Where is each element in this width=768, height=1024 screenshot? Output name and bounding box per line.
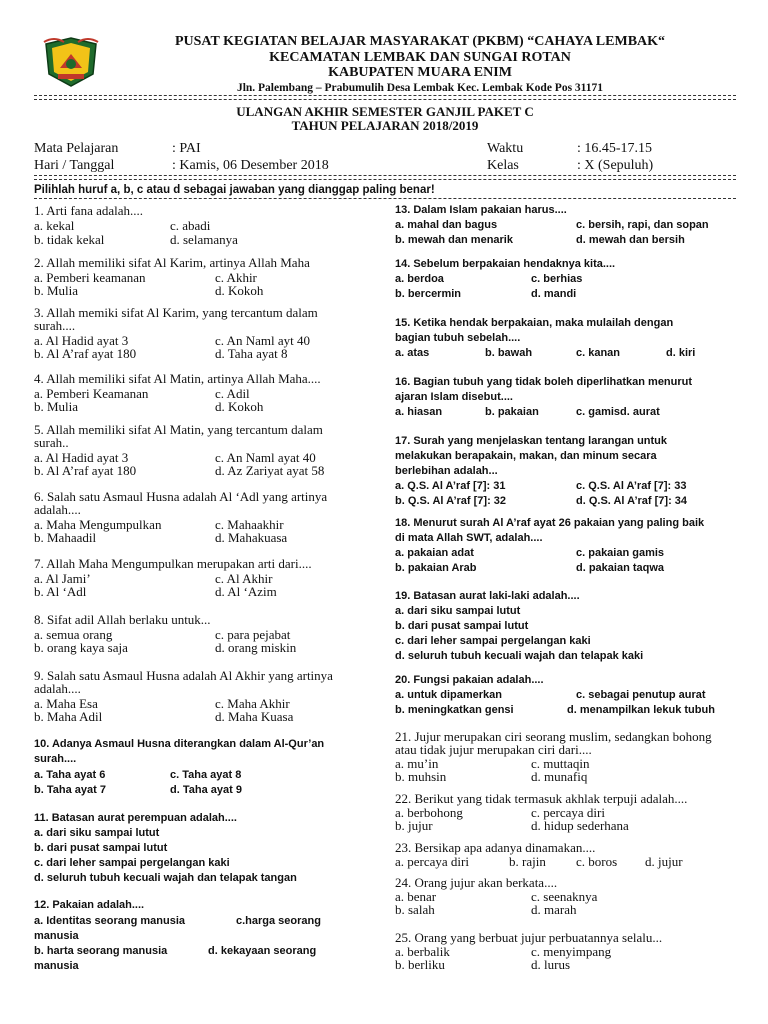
question-19 [395,589,740,664]
option-b: b. Mulia [34,283,79,298]
option-c: c. An Naml ayt 40 [215,333,310,348]
question-stem: 21. Jujur merupakan ciri seorang muslim, sedangkan bohong atau tidak jujur merupakan ciri dari.... [395,729,712,757]
option-a: a. mahal dan bagus [395,219,498,231]
option-b: b. dari pusat sampai lutut [34,842,168,854]
question-21 [395,730,740,782]
option-b: b. Q.S. Al A’raf [7]: 32 [395,495,507,507]
option-d: d. lurus [531,957,570,972]
option-d: d. kiri [666,347,696,359]
question-22 [395,792,740,831]
option-a: a. Pemberi Keamanan [34,386,149,401]
option-c: c. Mahaakhir [215,517,284,532]
question-10 [34,737,379,797]
option-d: d. mewah dan bersih [576,234,685,246]
question-stem: 13. Dalam Islam pakaian harus.... [395,204,567,216]
option-b: b. Maha Adil [34,709,103,724]
option-a: a. dari siku sampai lutut [395,605,521,617]
option-d: d. Kokoh [215,399,264,414]
question-stem: 2. Allah memiliki sifat Al Karim, artinya Allah Maha [34,255,310,270]
option-a: a. untuk dipamerkan [395,689,502,701]
option-a: a. berbalik [395,944,450,959]
option-a: a. mu’in [395,756,439,771]
option-d: d. selamanya [170,232,238,247]
question-stem: 11. Batasan aurat perempuan adalah.... [34,812,237,824]
option-a: a. Al Hadid ayat 3 [34,450,129,465]
question-4 [34,371,374,414]
question-stem: 4. Allah memiliki sifat Al Matin, artinya Allah Maha.... [34,371,321,386]
pkbm-logo-icon [40,34,102,90]
option-a: a. hiasan [395,406,443,418]
option-a: a. atas [395,347,430,359]
question-stem: 6. Salah satu Asmaul Husna adalah Al ‘Adl yang artinya adalah.... [34,489,328,517]
option-c: c. Taha ayat 8 [170,769,242,781]
option-c: c. abadi [170,218,211,233]
option-d: d. Q.S. Al A’raf [7]: 34 [576,495,688,507]
option-b: b. pakaian Arab [395,562,477,574]
option-d: d. munafiq [531,769,588,784]
class-label: Kelas [487,158,519,173]
question-stem: 23. Bersikap apa adanya dinamakan.... [395,840,596,855]
option-b: b. Mulia [34,399,79,414]
question-2 [34,255,374,298]
option-b: b. bercermin [395,288,462,300]
option-a: a. semua orang [34,627,113,642]
instruction: Pilihlah huruf a, b, c atau d sebagai jawaban yang dianggap paling benar! [34,184,435,196]
option-d: d. menampilkan lekuk tubuh [567,704,715,716]
option-b: b. mewah dan menarik [395,234,513,246]
option-d: d. Al ‘Azim [215,584,277,599]
option-b: b. dari pusat sampai lutut [395,620,529,632]
option-a: a. Al Jami’ [34,571,91,586]
option-d: d. Mahakuasa [215,530,288,545]
question-25 [395,931,740,970]
option-c: c. dari leher sampai pergelangan kaki [395,635,591,647]
question-16 [395,375,740,421]
option-d: d. Taha ayat 9 [170,784,242,796]
option-b: b. Taha ayat 7 [34,784,106,796]
address-line: Jln. Palembang – Prabumulih Desa Lembak Kec. Lembak Kode Pos 31171 [236,82,604,94]
option-c: c. menyimpang [531,944,612,959]
question-stem: 20. Fungsi pakaian adalah.... [395,674,544,686]
option-b: b. tidak kekal [34,232,105,247]
option-b: b. Al A’raf ayat 180 [34,463,137,478]
option-c: c. para pejabat [215,627,291,642]
question-8 [34,612,374,655]
option-c: c. berhias [531,273,583,285]
option-c: c.harga seorang [236,915,321,927]
option-b: b. berliku [395,957,445,972]
option-a: a. dari siku sampai lutut [34,827,160,839]
option-a: a. benar [395,889,437,904]
option-a-continued: manusia [34,930,79,942]
option-c: c. gamisd. aurat [576,406,660,418]
option-d: d. marah [531,902,577,917]
option-d: d. jujur [645,854,683,869]
question-7 [34,556,374,599]
option-a: a. percaya diri [395,854,469,869]
question-stem: 9. Salah satu Asmaul Husna adalah Al Akhir yang artinya adalah.... [34,668,333,696]
option-a: a. kekal [34,218,75,233]
question-23 [395,841,740,868]
option-c: c. sebagai penutup aurat [576,689,706,701]
question-20 [395,673,740,718]
question-15 [395,316,740,362]
option-b: b. Al ‘Adl [34,584,87,599]
question-6 [34,489,374,545]
option-d: d. orang miskin [215,640,297,655]
question-stem: 24. Orang jujur akan berkata.... [395,875,558,890]
question-stem: 1. Arti fana adalah.... [34,203,144,218]
option-b: b. orang kaya saja [34,640,128,655]
option-c: c. dari leher sampai pergelangan kaki [34,857,230,869]
question-stem: 3. Allah memiki sifat Al Karim, yang tercantum dalam surah.... [34,305,318,333]
option-c: c. Adil [215,386,250,401]
option-b: b. rajin [509,854,546,869]
option-b: b. meningkatkan gensi [395,704,514,716]
district-name: KECAMATAN LEMBAK DAN SUNGAI ROTAN [269,50,571,65]
question-13 [395,203,740,248]
option-c: c. kanan [576,347,621,359]
option-b: b. Al A’raf ayat 180 [34,346,137,361]
option-c: c. Maha Akhir [215,696,290,711]
option-d: d. seluruh tubuh kecuali wajah dan telapak kaki [395,650,644,662]
option-b-continued: manusia [34,960,79,972]
date-label: Hari / Tanggal [34,158,115,173]
header-divider [34,95,736,100]
option-c: c. bersih, rapi, dan sopan [576,219,709,231]
question-9 [34,668,374,724]
option-b: b. pakaian [485,406,539,418]
regency-name: KABUPATEN MUARA ENIM [328,65,512,80]
question-stem: 8. Sifat adil Allah berlaku untuk... [34,612,211,627]
subject-label: Mata Pelajaran [34,141,119,156]
option-c: c. Q.S. Al A’raf [7]: 33 [576,480,687,492]
question-stem: 19. Batasan aurat laki-laki adalah.... [395,590,580,602]
question-stem: 25. Orang yang berbuat jujur perbuatannya selalu... [395,930,663,945]
option-d: d. seluruh tubuh kecuali wajah dan telapak tangan [34,872,297,884]
option-d: d. pakaian taqwa [576,562,665,574]
option-a: a. Taha ayat 6 [34,769,106,781]
info-divider [34,175,736,180]
option-d: d. Az Zariyat ayat 58 [215,463,325,478]
option-a: a. Maha Esa [34,696,98,711]
option-c: c. Al Akhir [215,571,273,586]
option-a: a. berdoa [395,273,444,285]
option-c: c. percaya diri [531,805,605,820]
question-stem: 10. Adanya Asmaul Husna diterangkan dalam Al-Qur’an surah.... [34,738,325,765]
option-b: b. jujur [395,818,433,833]
date-value: : Kamis, 06 Desember 2018 [172,158,329,173]
option-a: a. berbohong [395,805,463,820]
instruction-divider [34,198,736,199]
question-18 [395,516,740,576]
question-stem: 14. Sebelum berpakaian hendaknya kita.... [395,258,616,270]
question-24 [395,876,740,915]
option-b: b. Mahaadil [34,530,97,545]
question-stem: 22. Berikut yang tidak termasuk akhlak terpuji adalah.... [395,791,688,806]
time-value: : 16.45-17.15 [577,141,653,156]
question-12 [34,898,379,973]
time-label: Waktu [487,141,524,156]
option-c: c. pakaian gamis [576,547,665,559]
option-a: a. pakaian adat [395,547,474,559]
question-3 [34,305,374,361]
question-stem: 15. Ketika hendak berpakaian, maka mulailah dengan bagian tubuh sebelah.... [395,317,674,344]
question-stem: 16. Bagian tubuh yang tidak boleh diperlihatkan menurut ajaran Islam disebut.... [395,376,693,403]
option-c: c. muttaqin [531,756,590,771]
question-stem: 17. Surah yang menjelaskan tentang larangan untuk melakukan berapakain, makan, dan minum secara berlebihan adalah... [395,435,668,477]
class-value: : X (Sepuluh) [577,158,654,173]
question-stem: 18. Menurut surah Al A’raf ayat 26 pakaian yang paling baik di mata Allah SWT, adalah.... [395,517,705,544]
option-d: d. Kokoh [215,283,264,298]
question-14 [395,257,740,302]
option-a: a. Q.S. Al A’raf [7]: 31 [395,480,506,492]
option-c: c. An Naml ayat 40 [215,450,316,465]
subject-value: : PAI [172,141,201,156]
exam-year: TAHUN PELAJARAN 2018/2019 [291,118,479,133]
question-1 [34,203,374,247]
option-b: b. bawah [485,347,533,359]
option-d: d. Maha Kuasa [215,709,294,724]
question-17 [395,434,740,509]
question-stem: 7. Allah Maha Mengumpulkan merupakan arti dari.... [34,556,312,571]
question-11 [34,811,379,886]
question-stem: 12. Pakaian adalah.... [34,899,145,911]
question-5 [34,422,374,478]
exam-title: ULANGAN AKHIR SEMESTER GANJIL PAKET C [236,104,534,119]
option-c: c. seenaknya [531,889,598,904]
option-a: a. Pemberi keamanan [34,270,146,285]
option-d: d. Taha ayat 8 [215,346,288,361]
option-a: a. Al Hadid ayat 3 [34,333,129,348]
option-c: c. boros [576,854,618,869]
option-a: a. Maha Mengumpulkan [34,517,162,532]
option-c: c. Akhir [215,270,257,285]
option-d: d. kekayaan seorang [208,945,317,957]
institution-name: PUSAT KEGIATAN BELAJAR MASYARAKAT (PKBM) “CAHAYA LEMBAK“ [174,34,666,49]
option-b: b. salah [395,902,435,917]
option-b: b. harta seorang manusia [34,945,168,957]
option-a: a. Identitas seorang manusia [34,915,185,927]
option-d: d. mandi [531,288,577,300]
option-d: d. hidup sederhana [531,818,629,833]
question-stem: 5. Allah memiliki sifat Al Matin, yang tercantum dalam surah.. [34,422,323,450]
option-b: b. muhsin [395,769,447,784]
